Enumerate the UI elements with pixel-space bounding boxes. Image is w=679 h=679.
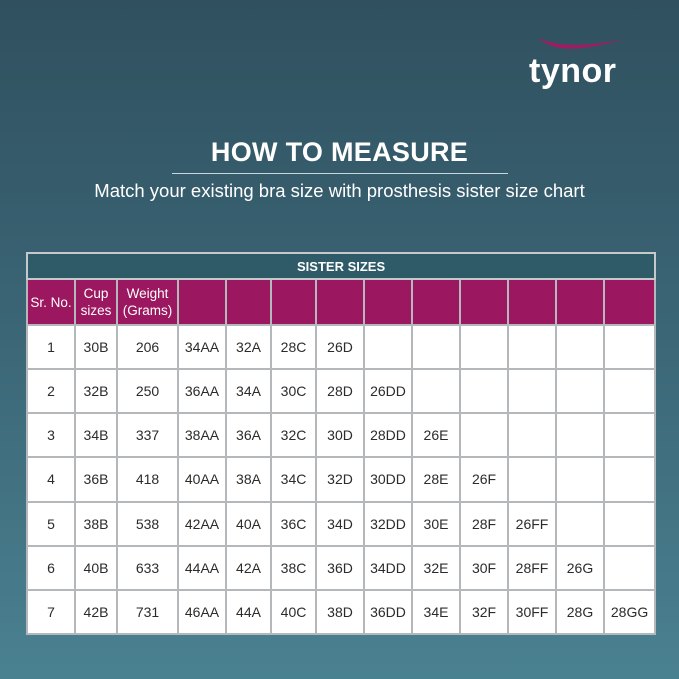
table-cell (508, 325, 556, 369)
table-cell (508, 369, 556, 413)
table-cell: 44AA (178, 546, 226, 590)
page-title: HOW TO MEASURE (210, 137, 469, 167)
table-cell: 26DD (364, 369, 412, 413)
table-cell (460, 369, 508, 413)
table-cell: 32DD (364, 502, 412, 546)
table-cell: 28E (412, 457, 460, 501)
table-cell: 36DD (364, 590, 412, 634)
table-cell: 40A (226, 502, 271, 546)
table-cell (604, 369, 655, 413)
column-header (604, 279, 655, 325)
table-cell: 36D (316, 546, 364, 590)
table-cell (604, 502, 655, 546)
column-header (226, 279, 271, 325)
column-header (364, 279, 412, 325)
table-cell (460, 325, 508, 369)
column-header (178, 279, 226, 325)
column-header: Weight (Grams) (117, 279, 178, 325)
table-cell (604, 325, 655, 369)
table-cell: 38B (75, 502, 117, 546)
table-cell: 2 (27, 369, 75, 413)
table-banner: SISTER SIZES (27, 253, 655, 279)
column-header: Sr. No. (27, 279, 75, 325)
table-cell (556, 325, 604, 369)
title-divider (172, 173, 508, 174)
table-cell: 26F (460, 457, 508, 501)
tynor-logo (526, 34, 638, 94)
table-cell (412, 369, 460, 413)
table-cell: 34C (271, 457, 316, 501)
table-cell: 28C (271, 325, 316, 369)
table-cell: 6 (27, 546, 75, 590)
table-cell: 44A (226, 590, 271, 634)
table-cell (556, 502, 604, 546)
column-header (412, 279, 460, 325)
table-cell: 34B (75, 413, 117, 457)
table-row (27, 546, 655, 590)
table-cell: 42AA (178, 502, 226, 546)
table-cell: 4 (27, 457, 75, 501)
table-cell: 538 (117, 502, 178, 546)
column-header (271, 279, 316, 325)
table-cell: 30F (460, 546, 508, 590)
table-cell: 34D (316, 502, 364, 546)
table-cell: 250 (117, 369, 178, 413)
table-cell: 28FF (508, 546, 556, 590)
table-cell: 28G (556, 590, 604, 634)
table-cell (604, 457, 655, 501)
table-cell: 36B (75, 457, 117, 501)
table-cell: 3 (27, 413, 75, 457)
table-cell (364, 325, 412, 369)
table-cell: 38C (271, 546, 316, 590)
table-cell: 40AA (178, 457, 226, 501)
table-cell: 633 (117, 546, 178, 590)
column-header (556, 279, 604, 325)
table-row (27, 325, 655, 369)
table-cell: 30E (412, 502, 460, 546)
table-cell: 32D (316, 457, 364, 501)
table-cell: 26FF (508, 502, 556, 546)
table-cell: 42A (226, 546, 271, 590)
table-cell: 36C (271, 502, 316, 546)
table-cell: 30D (316, 413, 364, 457)
table-cell: 36A (226, 413, 271, 457)
column-header (460, 279, 508, 325)
column-header (508, 279, 556, 325)
table-cell: 731 (117, 590, 178, 634)
table-cell: 30C (271, 369, 316, 413)
table-cell: 28GG (604, 590, 655, 634)
table-cell: 1 (27, 325, 75, 369)
table-cell (508, 413, 556, 457)
table-row (27, 502, 655, 546)
table-cell: 32E (412, 546, 460, 590)
table-cell: 38AA (178, 413, 226, 457)
table-cell (604, 413, 655, 457)
table-cell: 32A (226, 325, 271, 369)
table-row (27, 369, 655, 413)
table-cell (556, 457, 604, 501)
table-cell: 38D (316, 590, 364, 634)
table-cell: 30B (75, 325, 117, 369)
table-row (27, 590, 655, 634)
table-cell: 26E (412, 413, 460, 457)
table-row (27, 413, 655, 457)
table-cell: 337 (117, 413, 178, 457)
table-cell (556, 369, 604, 413)
table-cell: 26G (556, 546, 604, 590)
table-cell: 32B (75, 369, 117, 413)
table-banner-row (27, 253, 655, 279)
table-cell: 7 (27, 590, 75, 634)
table-cell: 42B (75, 590, 117, 634)
table-cell: 30FF (508, 590, 556, 634)
table-cell (508, 457, 556, 501)
table-cell (412, 325, 460, 369)
table-cell: 34AA (178, 325, 226, 369)
table-cell: 28D (316, 369, 364, 413)
table-cell: 40B (75, 546, 117, 590)
column-header: Cup sizes (75, 279, 117, 325)
table-cell: 28F (460, 502, 508, 546)
table-cell: 26D (316, 325, 364, 369)
brand-name: tynor (529, 52, 617, 90)
table-cell: 38A (226, 457, 271, 501)
table-body (27, 325, 655, 634)
table-cell: 418 (117, 457, 178, 501)
table-cell (556, 413, 604, 457)
table-cell: 32F (460, 590, 508, 634)
sister-size-table (26, 252, 653, 635)
table-cell (460, 413, 508, 457)
table-cell (604, 546, 655, 590)
table-cell: 40C (271, 590, 316, 634)
table-cell: 30DD (364, 457, 412, 501)
table-cell: 5 (27, 502, 75, 546)
table-row (27, 457, 655, 501)
table-cell: 28DD (364, 413, 412, 457)
table-cell: 36AA (178, 369, 226, 413)
page-subtitle: Match your existing bra size with prosthesis sister size chart (94, 180, 585, 201)
table-cell: 32C (271, 413, 316, 457)
table-cell: 34DD (364, 546, 412, 590)
table-cell: 34A (226, 369, 271, 413)
table-header-row (27, 279, 655, 325)
table-cell: 34E (412, 590, 460, 634)
table-cell: 206 (117, 325, 178, 369)
table-cell: 46AA (178, 590, 226, 634)
column-header (316, 279, 364, 325)
